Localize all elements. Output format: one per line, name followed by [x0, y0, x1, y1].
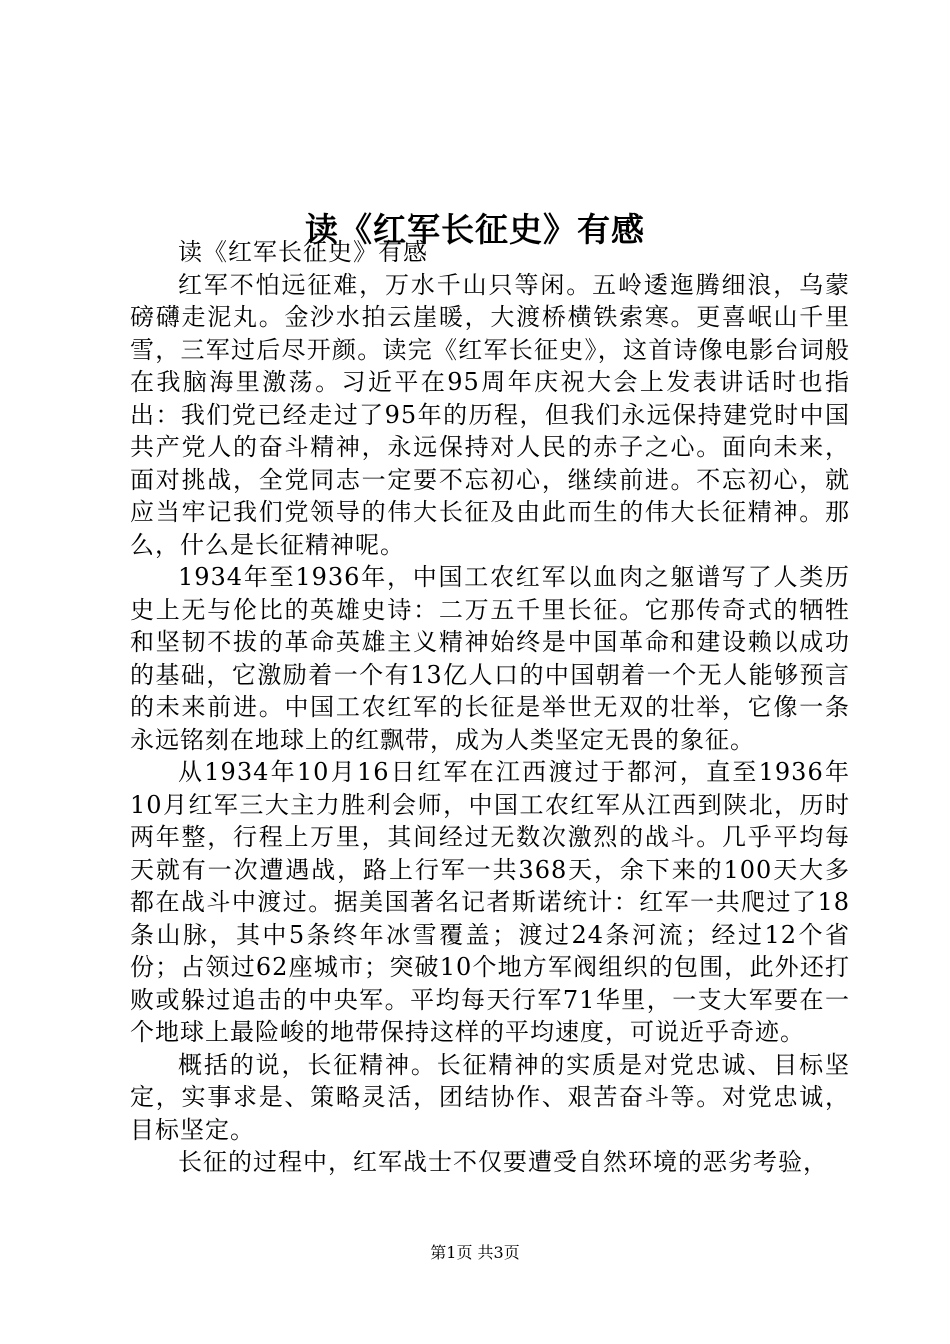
paragraph: 1934年至1936年，中国工农红军以血肉之躯谱写了人类历史上无与伦比的英雄史诗：二万五千里长征。它那传奇式的牺牲和坚韧不拔的革命英雄主义精神始终是中国革命和建设赖以成功的基础，它激励着一个有13亿人口的中国朝着一个无人能够预言的未来前进。中国工农红军的长征是举世无双的壮举，它像一条永远铭刻在地球上的红飘带，成为人类坚定无畏的象征。 [130, 563, 850, 754]
page-number-indicator: 第1页 共3页 [430, 1243, 520, 1262]
paragraph: 长征的过程中，红军战士不仅要遭受自然环境的恶劣考验， [178, 1148, 828, 1176]
document-title: 读《红军长征史》有感 [305, 210, 645, 250]
paragraph: 红军不怕远征难，万水千山只等闲。五岭逶迤腾细浪，乌蒙磅礴走泥丸。金沙水拍云崖暖，大渡桥横铁索寒。更喜岷山千里雪，三军过后尽开颜。读完《红军长征史》，这首诗像电影台词般在我脑海里激荡。习近平在95周年庆祝大会上发表讲话时也指出：我们党已经走过了95年的历程，但我们永远保持建党时中国共产党人的奋斗精神，永远保持对人民的赤子之心。面向未来，面对挑战，全党同志一定要不忘初心，继续前进。不忘初心，就应当牢记我们党领导的伟大长征及由此而生的伟大长征精神。那么，什么是长征精神呢。 [130, 270, 850, 559]
page-footer [0, 1242, 950, 1264]
paragraph: 从1934年10月16日红军在江西渡过于都河，直至1936年10月红军三大主力胜利会师，中国工农红军从江西到陕北，历时两年整，行程上万里，其间经过无数次激烈的战斗。几乎平均每天就有一次遭遇战，路上行军一共368天，余下来的100天大多都在战斗中渡过。据美国著名记者斯诺统计：红军一共爬过了18条山脉，其中5条终年冰雪覆盖；渡过24条河流；经过12个省份；占领过62座城市；突破10个地方军阀组织的包围，此外还打败或躲过追击的中央军。平均每天行军71华里，一支大军要在一个地球上最险峻的地带保持这样的平均速度，可说近乎奇迹。 [130, 758, 850, 1046]
paragraph-subtitle: 读《红军长征史》有感 [178, 238, 428, 266]
document-body [130, 236, 850, 1179]
paragraph: 概括的说，长征精神。长征精神的实质是对党忠诚、目标坚定，实事求是、策略灵活，团结协作、艰苦奋斗等。对党忠诚，目标坚定。 [130, 1050, 850, 1144]
